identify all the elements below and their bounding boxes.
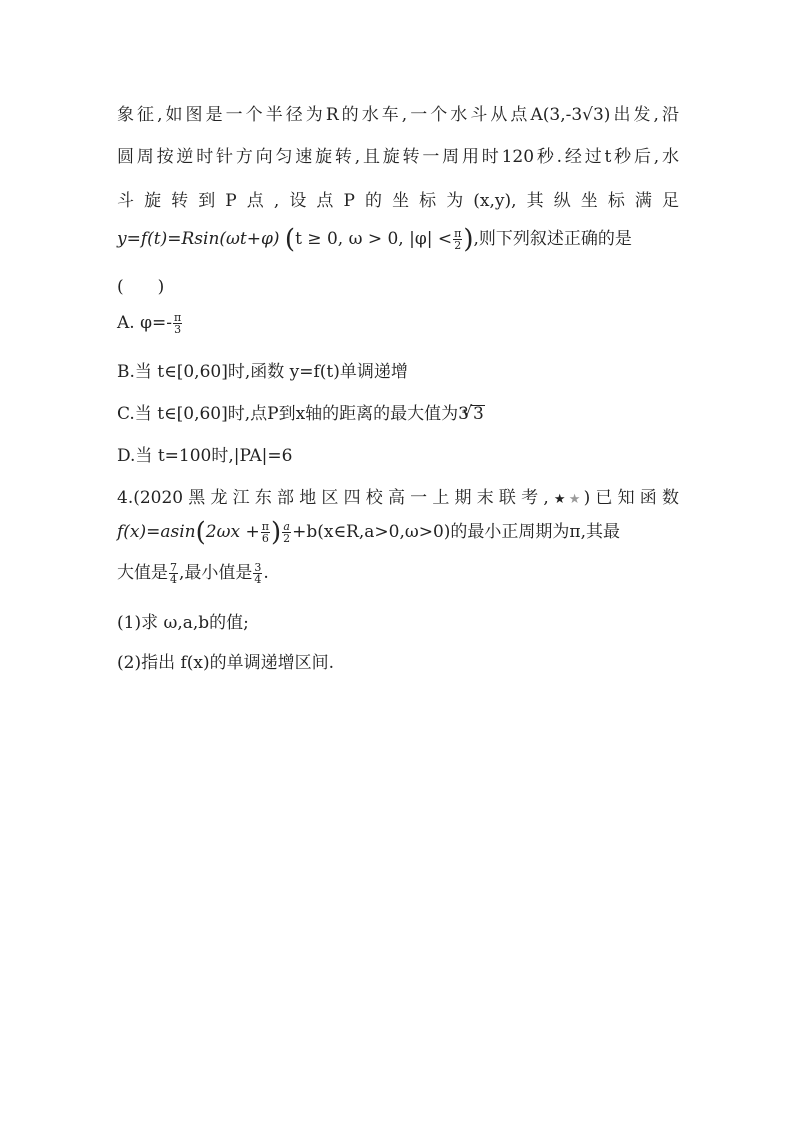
q4-line-3: 大值是 $\frac{7}{4}$ ,最小值是 $\frac{3}{4}$ . xyxy=(117,561,269,586)
option-c: C.当 t∈[0,60]时,点P到x轴的距离的最大值为3√ 3 xyxy=(117,399,485,424)
option-b: B.当 t∈[0,60]时,函数 y=f(t)单调递增 xyxy=(117,362,408,382)
left-paren: ( xyxy=(284,224,296,255)
sqrt-three: √ 3 xyxy=(471,405,485,422)
q4-part-2: (2)指出 f(x)的单调递增区间. xyxy=(117,653,335,673)
text-line-2 xyxy=(117,142,679,167)
pi-over-6-fraction: $\frac{\pi}{6}$ xyxy=(261,520,269,545)
seven-over-four-fraction: $\frac{7}{4}$ xyxy=(170,561,177,586)
a-over-2-fraction: $\frac{a}{2}$ xyxy=(283,520,291,545)
option-a: A. φ=- $\frac{\pi}{3}$ xyxy=(117,311,182,336)
right-paren: ) xyxy=(463,224,474,255)
pi-over-2-fraction: $\frac{\pi}{2}$ xyxy=(454,227,462,252)
condition: t ≥ 0, ω > 0, |φ| < xyxy=(295,229,453,249)
left-paren-2: ( xyxy=(195,517,206,548)
option-d: D.当 t=100时,|PA|=6 xyxy=(117,446,293,466)
line3-text: 斗旋转到P点,设点P的坐标为(x,y),其纵坐标满足 xyxy=(117,191,679,211)
q4-line-1: 4.(2020黑龙江东部地区四校高一上期末联考,★★)已知函数 xyxy=(117,488,679,508)
text-line-4 xyxy=(117,224,632,255)
line2-text: 圆周按逆时针方向匀速旋转,且旋转一周用时120秒.经过t秒后,水 xyxy=(117,147,679,167)
q4-part-1: (1)求 ω,a,b的值; xyxy=(117,613,249,633)
q4-line-2: f(x)=asin(2ωx + $\frac{\pi}{6}$ ) $\frac{a}{2}$ +b(x∈R,a>0,ω>0)的最小正周期为π,其最 xyxy=(117,517,620,548)
function-definition: y=f(t)=Rsin(ωt+φ) xyxy=(117,229,280,249)
text-line-3 xyxy=(117,186,679,211)
right-paren-2: ) xyxy=(270,517,282,548)
three-over-four-fraction: $\frac{3}{4}$ xyxy=(254,561,262,586)
pi-over-3-fraction: $\frac{\pi}{3}$ xyxy=(173,311,182,336)
line1-text: 象征,如图是一个半径为R的水车,一个水斗从点A(3,-3√3)出发,沿 xyxy=(117,105,679,125)
answer-blank: ( ) xyxy=(117,277,165,297)
text-line-1 xyxy=(117,100,679,125)
star-difficulty-icon: ★★ xyxy=(548,492,584,507)
line4-tail: ,则下列叙述正确的是 xyxy=(473,229,632,249)
